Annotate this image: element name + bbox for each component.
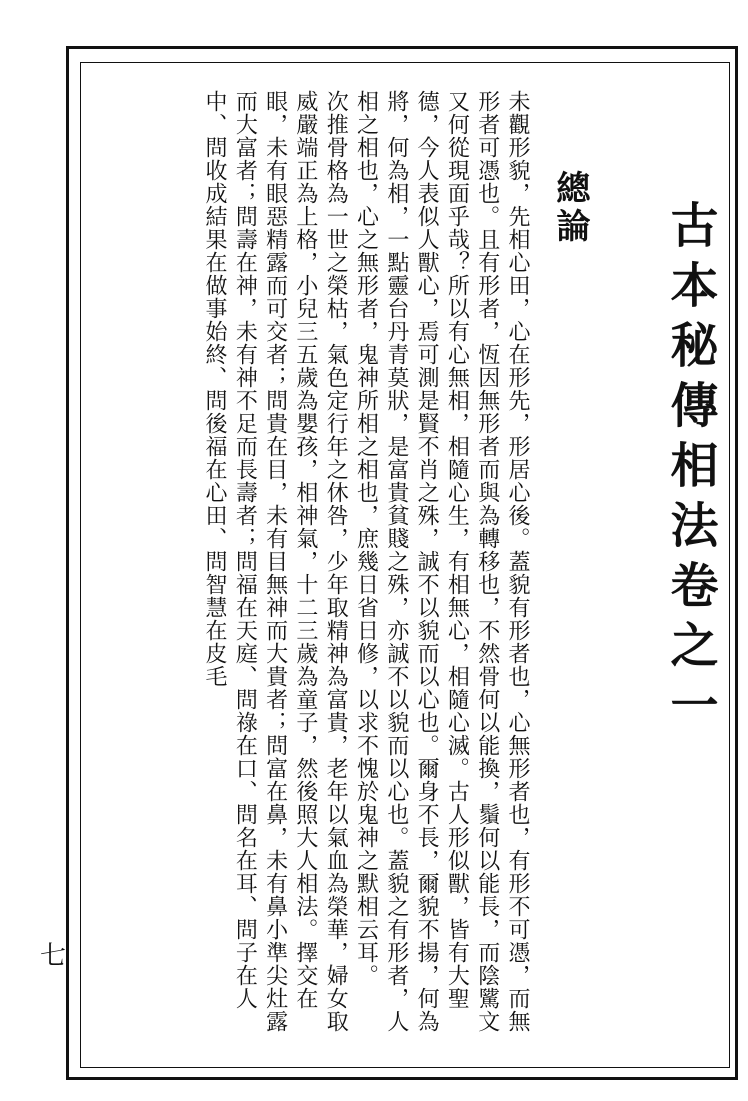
book-title: 古本秘傳相法卷之一 xyxy=(662,200,718,740)
body-text xyxy=(108,90,532,1055)
paragraph-2: 次推骨格為一世之榮枯，氣色定行年之休咎，少年取精神為富貴，老年以氣血為榮華，婦女取威嚴端正為上格，小兒三五歲為嬰孩，相神氣，十二三歲為童子，然後照大人相法。擇交在眼，未有眼惡精露而可交者；問貴在目，未有目無神而大貴者；問富在鼻，未有鼻小準尖灶露而大富者；問壽在神，未有神不足而長壽者；問福在天庭、問祿在口、問名在耳、問子在人中、問收成結果在做事始終、問後福在心田、問智慧在皮毛 xyxy=(202,90,349,1033)
section-title: 總論 xyxy=(550,170,590,246)
paragraph-1: 未觀形貌，先相心田，心在形先，形居心後。蓋貌有形者也，心無形者也，有形不可憑，而無形者可憑也。且有形者，恆因無形者而與為轉移也，不然骨何以能換，鬚何以能長，而陰騭文又何從現面乎哉？所以有心無相，相隨心生，有相無心，相隨心滅。古人形似獸，皆有大聖德，今人表似人獸心，焉可測是賢不肖之殊，誠不以貌而以心也。爾身不長，爾貌不揚，何為將，何為相，一點靈台丹青莫狀，是富貴貧賤之殊，亦誠不以貌而以心也。蓋貌之有形者，人相之相也，心之無形者，鬼神所相之相也，庶幾日省日修，以求不愧於鬼神之默相云耳。 xyxy=(353,90,530,1033)
page-number: 七 xyxy=(40,941,67,971)
